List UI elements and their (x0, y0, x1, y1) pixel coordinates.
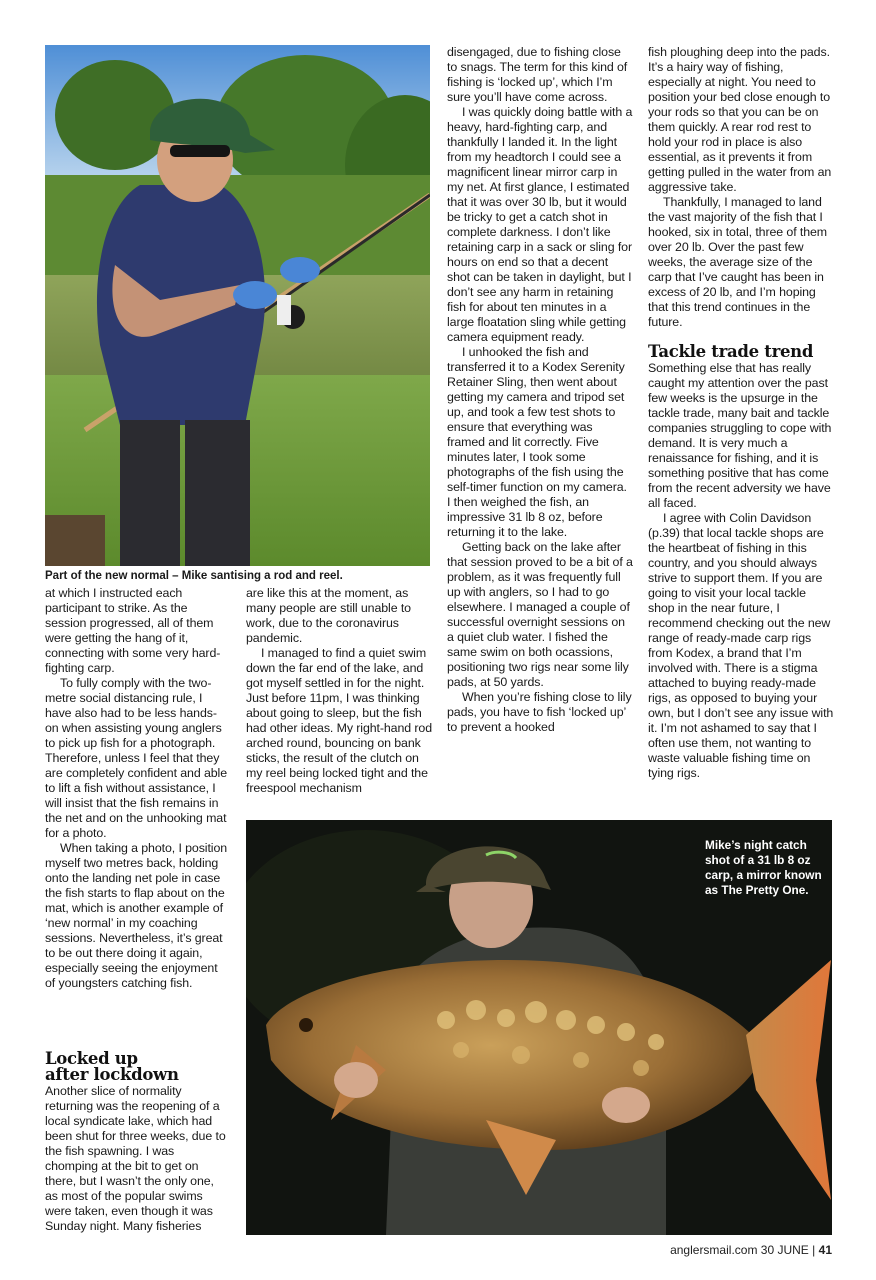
paragraph: To fully comply with the two-metre social distancing rule, I have also had to be less hands-on when assisting young anglers to pick up fish for a photograph. Therefore, unless I feel that they are completely confident and able to lift a fish without assistance, I will insist that the fish remains in the net and on the unhooking mat for a photo. (45, 676, 227, 840)
carp-photo (246, 820, 832, 1235)
column-2 (246, 586, 432, 796)
paragraph: Thankfully, I managed to land the vast majority of the fish that I hooked, six in total, three of them over 20 lb. Over the past few weeks, the average size of the carp that I’ve caught has been in excess of 20 lb, and I’m hoping that this trend continues in the future. (648, 195, 828, 329)
page-footer (670, 1243, 832, 1257)
paragraph: When you’re fishing close to lily pads, you have to fish ‘locked up’ to prevent a hooked (447, 690, 632, 734)
paragraph: Getting back on the lake after that session proved to be a bit of a problem, as it was frequently full up with anglers, so I had to go elsewhere. I managed a couple of successful overnight sessions on a quiet club water. I fished the same swim on both ocassions, positioning two rigs near some lily pads, at 50 yards. (447, 540, 633, 689)
column-4-continued (648, 361, 834, 781)
paragraph: Another slice of normality returning was the reopening of a local syndicate lake, which had been shut for three weeks, due to the fish spawning. I was chomping at the bit to get on there, but I wasn’t the only one, as most of the popular swims were taken, even though it was Sunday night. Many fisheries (45, 1084, 226, 1233)
section-heading-tackle-trade: Tackle trade trend (648, 342, 814, 361)
paragraph: I was quickly doing battle with a heavy, hard-fighting carp, and thankfully I landed it. In the light from my headtorch I could see a magnificent linear mirror carp in my net. At first glance, I estimated that it was over 30 lb, but it would be tricky to get a catch shot in complete darkness. I don’t like retaining carp in a sack or sling for hours on end so that a decent shot can be taken in daylight, but I don’t see any harm in retaining fish for about ten minutes in a large floatation sling while getting camera equipment ready. (447, 105, 633, 344)
paragraph: I unhooked the fish and transferred it to a Kodex Serenity Retainer Sling, then went about getting my camera and tripod set up, and took a few test shots to ensure that everything was framed and lit correctly. Five minutes later, I took some photographs of the fish using the self-timer function on my camera. I then weighed the fish, an impressive 31 lb 8 oz, before returning it to the lake. (447, 345, 627, 539)
page-number: 41 (818, 1243, 832, 1257)
footer-site: anglersmail.com (670, 1243, 758, 1257)
column-4 (648, 45, 834, 330)
paragraph: I agree with Colin Davidson (p.39) that local tackle shops are the heartbeat of fishing in this country, and you should always strive to support them. If you are going to visit your local tackle shop in the near future, I recommend checking out the new range of ready-made carp rigs from Kodex, a brand that I’m involved with. There is a stigma attached to buying ready-made rigs, as opposed to buying your own, but I don’t see any issue with it. I’m not ashamed to say that I often use them, not wanting to waste valuable fishing time on tying rigs. (648, 511, 834, 780)
heading-line: Locked up (45, 1049, 138, 1068)
footer-separator: | (812, 1243, 816, 1257)
heading-line: after lockdown (45, 1065, 179, 1084)
caption-line: shot of a 31 lb 8 oz (705, 853, 811, 867)
section-heading-locked-up (45, 1051, 229, 1083)
angler-photo-illustration (45, 45, 430, 566)
paragraph: fish ploughing deep into the pads. It’s a hairy way of fishing, especially at night. You need to position your bed close enough to your rods so that you can be on them quickly. A rear rod rest to hold your rod in place is also essential, as it prevents it from getting pulled in the water from an aggressive take. (648, 45, 832, 194)
paragraph: I managed to find a quiet swim down the far end of the lake, and got myself settled in for the night. Just before 11pm, I was thinking about going to sleep, but the fish had other ideas. My right-hand rod arched round, bouncing on bank sticks, the result of the clutch on my reel being locked tight and the freespool mechanism (246, 646, 433, 795)
angler-photo (45, 45, 430, 566)
column-1-continued (45, 1084, 229, 1234)
paragraph: When taking a photo, I position myself two metres back, holding onto the landing net pole in case the fish starts to flap about on the mat, which is another example of ‘new normal’ in my coaching sessions. Nevertheless, it’s great to be out there doing it again, especially seeing the enjoyment of youngsters catching fish. (45, 841, 228, 990)
paragraph: at which I instructed each participant to strike. As the session progressed, all of them were getting the hang of it, connecting with some very hard-fighting carp. (45, 586, 221, 675)
footer-date: 30 JUNE (760, 1243, 809, 1257)
paragraph: Something else that has really caught my attention over the past few weeks is the upsurge in the tackle trade, many bait and tackle companies struggling to cope with demand. It is very much a renaissance for fishing, and it is something positive that has come from the recent adversity we have all faced. (648, 361, 832, 510)
column-3 (447, 45, 633, 735)
photo-caption: Part of the new normal – Mike santising a rod and reel. (45, 570, 343, 582)
paragraph: are like this at the moment, as many people are still unable to work, due to the coronavirus pandemic. (246, 586, 411, 645)
paragraph: disengaged, due to fishing close to snags. The term for this kind of fishing is ‘locked up’, which I’m sure you’ll have come across. (447, 45, 628, 104)
caption-line: carp, a mirror known (705, 868, 822, 882)
column-1 (45, 586, 229, 991)
photo-overlay-caption (705, 838, 830, 898)
caption-line: as The Pretty One. (705, 883, 809, 897)
caption-line: Mike’s night catch (705, 838, 807, 852)
